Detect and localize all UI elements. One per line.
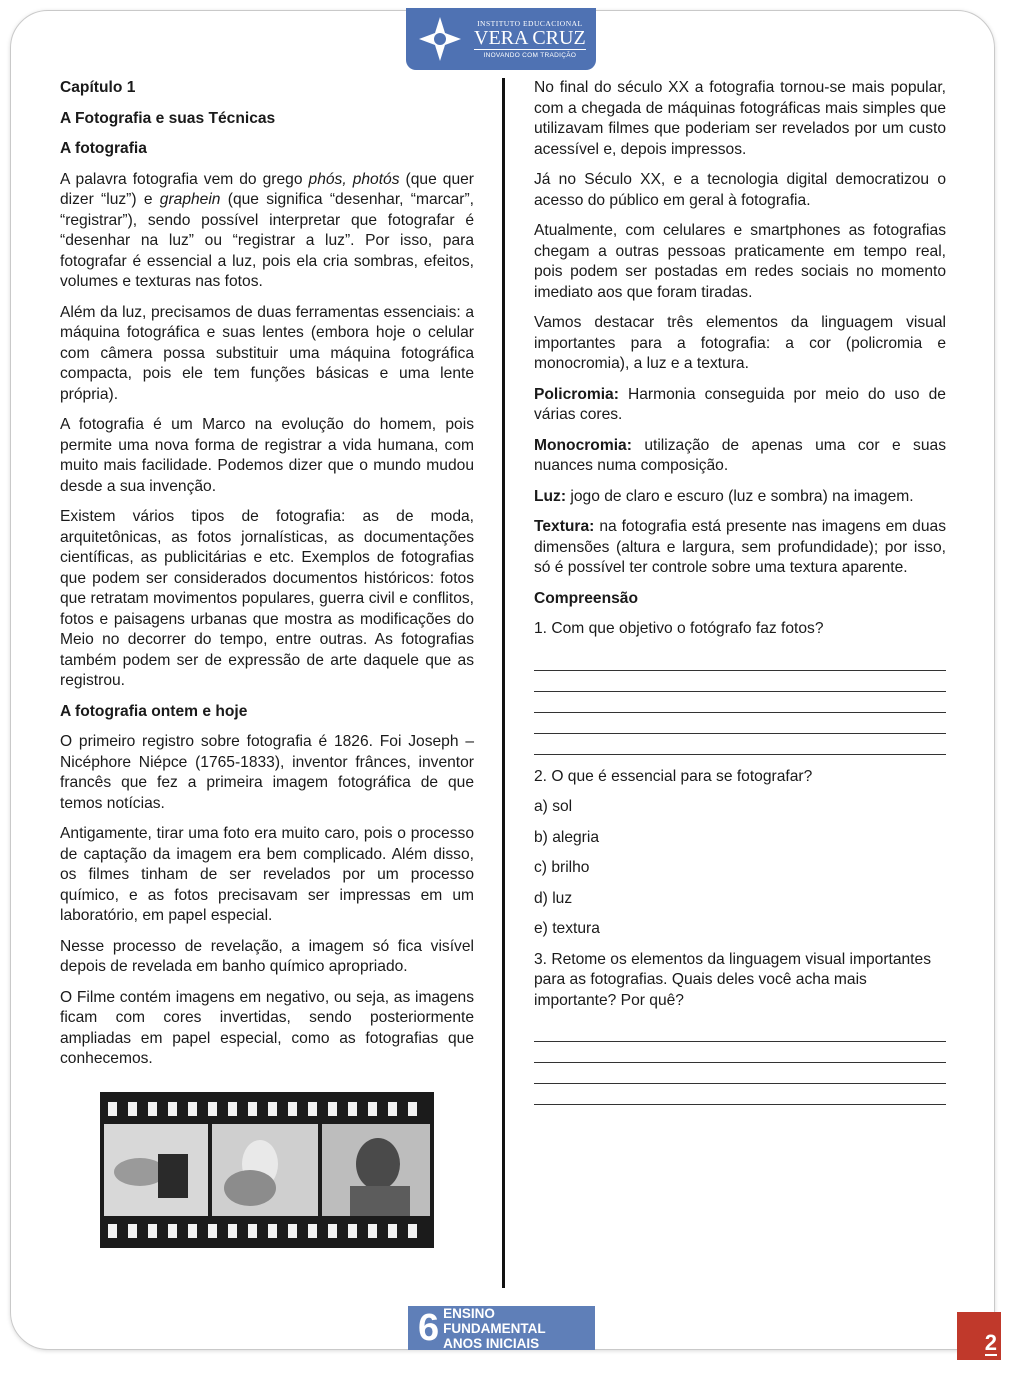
page-number: 2 <box>984 1330 997 1355</box>
answer-lines <box>534 650 946 755</box>
cross-icon <box>414 13 466 65</box>
definition-luz: Luz: jogo de claro e escuro (luz e sombra) na imagem. <box>534 487 914 505</box>
answer-line[interactable] <box>534 734 946 755</box>
option-b: b) alegria <box>534 828 600 846</box>
paragraph: O primeiro registro sobre fotografia é 1826. Foi Joseph – Nicéphore Niépce (1765-1833), inventor frânces, inventor francês que fez a primeira imagem fotográfica de que temos notícias. <box>60 733 474 812</box>
section-heading: Compreensão <box>534 589 638 607</box>
question-1: 1. Com que objetivo o fotógrafo faz fotos? <box>534 620 824 637</box>
paragraph: Além da luz, precisamos de duas ferramentas essenciais: a máquina fotográfica e suas lentes (embora hoje o celular com câmera possa substituir uma máquina fotográfica compacta, pois ele tem funções básicas e uma lente própria). <box>60 303 474 403</box>
paragraph: No final do século XX a fotografia tornou-se mais popular, com a chegada de máquinas fotográficas mais simples que utilizavam filmes que poderiam ser revelados por um custo acessível e, depois impressos. <box>534 79 946 158</box>
chapter-label: Capítulo 1 <box>60 79 136 96</box>
page-number-badge <box>957 1312 1001 1360</box>
logo-name: VERA CRUZ <box>474 27 586 49</box>
option-e: e) textura <box>534 920 600 937</box>
paragraph: Vamos destacar três elementos da linguagem visual importantes para a fotografia: a cor (policromia e monocromia), a luz e a textura. <box>534 314 946 372</box>
definition-monocromia: Monocromia: utilização de apenas uma cor e suas nuances numa composição. <box>534 436 946 474</box>
definition-textura: Textura: na fotografia está presente nas imagens em duas dimensões (altura e largura, sem profundidade); por isso, só é possível ter controle sobre uma textura aparente. <box>534 518 946 576</box>
answer-line[interactable] <box>534 692 946 713</box>
answer-line[interactable] <box>534 1084 946 1105</box>
definition-policromia: Policromia: Harmonia conseguida por meio do uso de várias cores. <box>534 385 946 423</box>
option-d: d) luz <box>534 889 573 907</box>
section-heading: A fotografia <box>60 140 147 157</box>
answer-line[interactable] <box>534 1063 946 1084</box>
paragraph: A palavra fotografia vem do grego phós, photós (que quer dizer “luz”) e graphein (que significa “desenhar, “marcar”, “registrar”), sendo possível interpretar que fotografar é “desenhar na luz” ou “registrar a luz”. Por isso, para fotografar é essencial a luz, pois ela cria sombras, efeitos, volumes e texturas nas fotos. <box>60 170 475 290</box>
paragraph: Já no Século XX, e a tecnologia digital democratizou o acesso do público em geral à fotografia. <box>534 171 946 209</box>
answer-line[interactable] <box>534 1021 946 1042</box>
logo-line1: INSTITUTO EDUCACIONAL <box>477 19 583 28</box>
answer-line[interactable] <box>534 671 946 692</box>
grade-line1: ENSINO FUNDAMENTAL <box>443 1305 546 1336</box>
logo-tagline: INOVANDO COM TRADIÇÃO <box>483 52 577 59</box>
film-negative-image <box>100 1092 434 1248</box>
answer-line[interactable] <box>534 1042 946 1063</box>
grade-number: 6 <box>418 1307 440 1349</box>
paragraph: Existem vários tipos de fotografia: as de moda, arquitetônicas, as fotos jornalísticas, as documentações científicas, as publicitárias e etc. Exemplos de fotografias que podem ser considerados documentos históricos: fotos que retratam movimentos populares, guerra civil e conflitos, fotos e paisagens urbanas que mostra as modificações do Meio no decorrer do tempo, entre outras. As fotografias também podem ser de expressão de arte daquele que as registrou. <box>60 508 474 689</box>
answer-lines <box>534 1021 946 1105</box>
section-heading: A fotografia ontem e hoje <box>60 702 248 720</box>
left-column <box>60 78 474 1080</box>
grade-badge <box>408 1306 595 1350</box>
option-a: a) sol <box>534 798 573 815</box>
paragraph: A fotografia é um Marco na evolução do homem, pois permite uma nova forma de registrar a vida humana, com muito mais facilidade. Podemos dizer que o mundo mudou desde a sua invenção. <box>60 416 474 495</box>
institution-logo <box>406 8 596 70</box>
paragraph: Atualmente, com celulares e smartphones as fotografias chegam a outras pessoas praticamente em tempo real, pois podem ser postadas em redes sociais no momento imediato aos que foram tiradas. <box>534 222 946 301</box>
paragraph: Nesse processo de revelação, a imagem só fica visível depois de revelada em banho químico apropriado. <box>60 937 474 975</box>
question-3: 3. Retome os elementos da linguagem visual importantes para as fotografias. Quais deles você acha mais importante? Por quê? <box>534 950 931 1009</box>
answer-line[interactable] <box>534 650 946 671</box>
paragraph: Antigamente, tirar uma foto era muito caro, pois o processo de captação da imagem era bem complicado. Além disso, os filmes tinham de ser revelados por um processo químico, e as fotos precisavam ser impressas em um laboratório, em papel especial. <box>60 825 474 924</box>
answer-line[interactable] <box>534 713 946 734</box>
chapter-title: A Fotografia e suas Técnicas <box>60 109 276 127</box>
option-c: c) brilho <box>534 859 590 876</box>
column-divider <box>502 78 505 1288</box>
grade-line2: ANOS INICIAIS <box>443 1335 540 1351</box>
right-column <box>534 78 946 1105</box>
question-2: 2. O que é essencial para se fotografar? <box>534 767 813 785</box>
paragraph: O Filme contém imagens em negativo, ou seja, as imagens ficam com cores invertidas, sendo posteriormente ampliadas em papel especial, como as fotografias que conhecemos. <box>60 988 474 1067</box>
